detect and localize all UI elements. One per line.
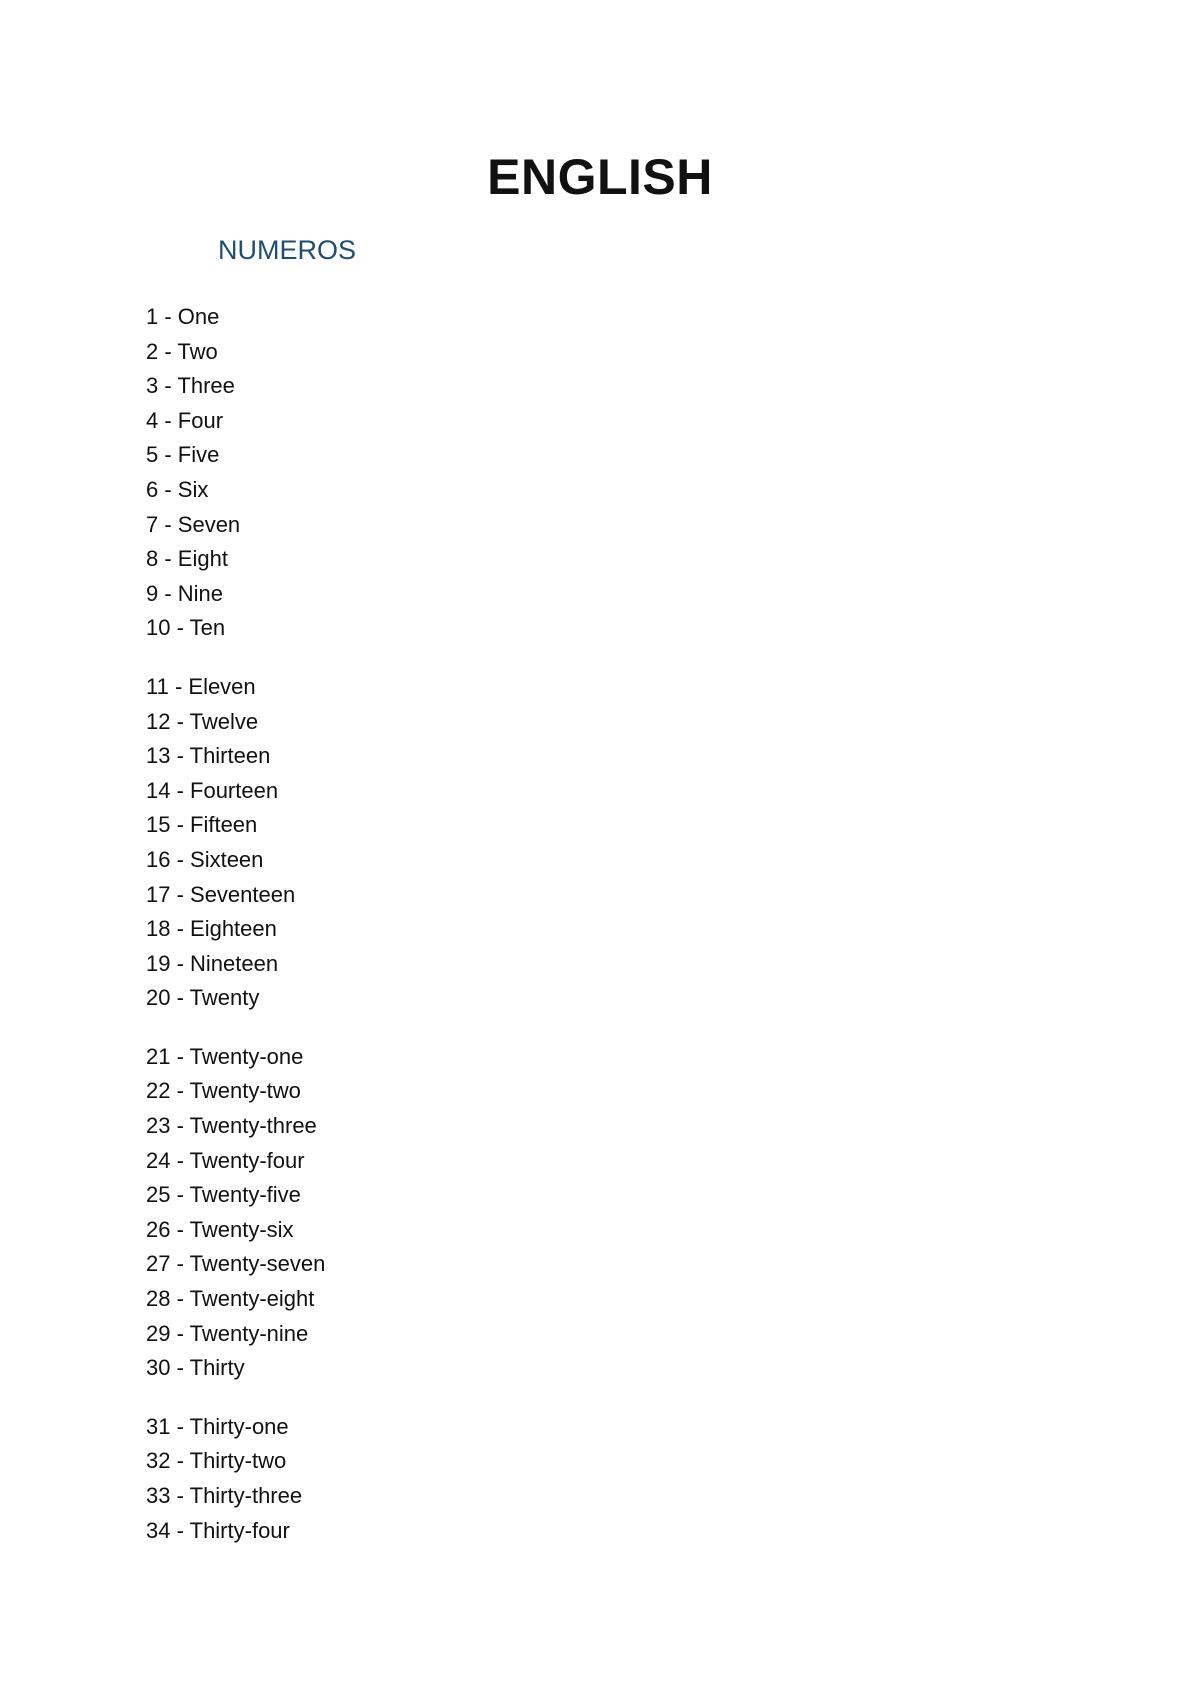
list-item: 25 - Twenty-five xyxy=(146,1182,301,1208)
list-item: 26 - Twenty-six xyxy=(146,1216,294,1242)
list-item: 6 - Six xyxy=(146,476,209,502)
list-item: 8 - Eight xyxy=(146,546,228,572)
number-group-11-20 xyxy=(146,670,325,1016)
list-item: 11 - Eleven xyxy=(146,673,256,699)
list-item: 9 - Nine xyxy=(146,580,224,606)
list-item: 13 - Thirteen xyxy=(146,743,271,769)
number-group-21-30 xyxy=(146,1040,325,1386)
list-item: 19 - Nineteen xyxy=(146,950,279,976)
list-item: 20 - Twenty xyxy=(146,985,260,1011)
list-item: 21 - Twenty-one xyxy=(146,1043,304,1069)
list-item: 24 - Twenty-four xyxy=(146,1147,305,1173)
list-item: 23 - Twenty-three xyxy=(146,1113,317,1139)
list-item: 5 - Five xyxy=(146,442,220,468)
list-item: 18 - Eighteen xyxy=(146,916,277,942)
page-title: ENGLISH xyxy=(487,149,713,205)
list-item: 1 - One xyxy=(146,304,220,329)
list-item: 10 - Ten xyxy=(146,615,226,641)
list-item: 3 - Three xyxy=(146,373,235,399)
list-item: 7 - Seven xyxy=(146,511,241,537)
list-item: 32 - Thirty-two xyxy=(146,1448,287,1474)
number-list xyxy=(146,300,325,1572)
list-item: 14 - Fourteen xyxy=(146,777,279,803)
list-item: 2 - Two xyxy=(146,338,218,364)
number-group-1-10 xyxy=(146,300,325,646)
list-item: 15 - Fifteen xyxy=(146,812,258,838)
list-item: 31 - Thirty-one xyxy=(146,1413,289,1439)
list-item: 28 - Twenty-eight xyxy=(146,1286,315,1312)
list-item: 12 - Twelve xyxy=(146,708,259,734)
list-item: 30 - Thirty xyxy=(146,1355,245,1381)
list-item: 22 - Twenty-two xyxy=(146,1078,301,1104)
number-group-31-34 xyxy=(146,1410,325,1548)
list-item: 16 - Sixteen xyxy=(146,846,264,872)
section-heading: NUMEROS xyxy=(218,235,357,265)
list-item: 27 - Twenty-seven xyxy=(146,1251,326,1277)
list-item: 34 - Thirty-four xyxy=(146,1517,290,1543)
list-item: 29 - Twenty-nine xyxy=(146,1320,309,1346)
list-item: 17 - Seventeen xyxy=(146,881,296,907)
list-item: 4 - Four xyxy=(146,407,224,433)
list-item: 33 - Thirty-three xyxy=(146,1483,303,1508)
